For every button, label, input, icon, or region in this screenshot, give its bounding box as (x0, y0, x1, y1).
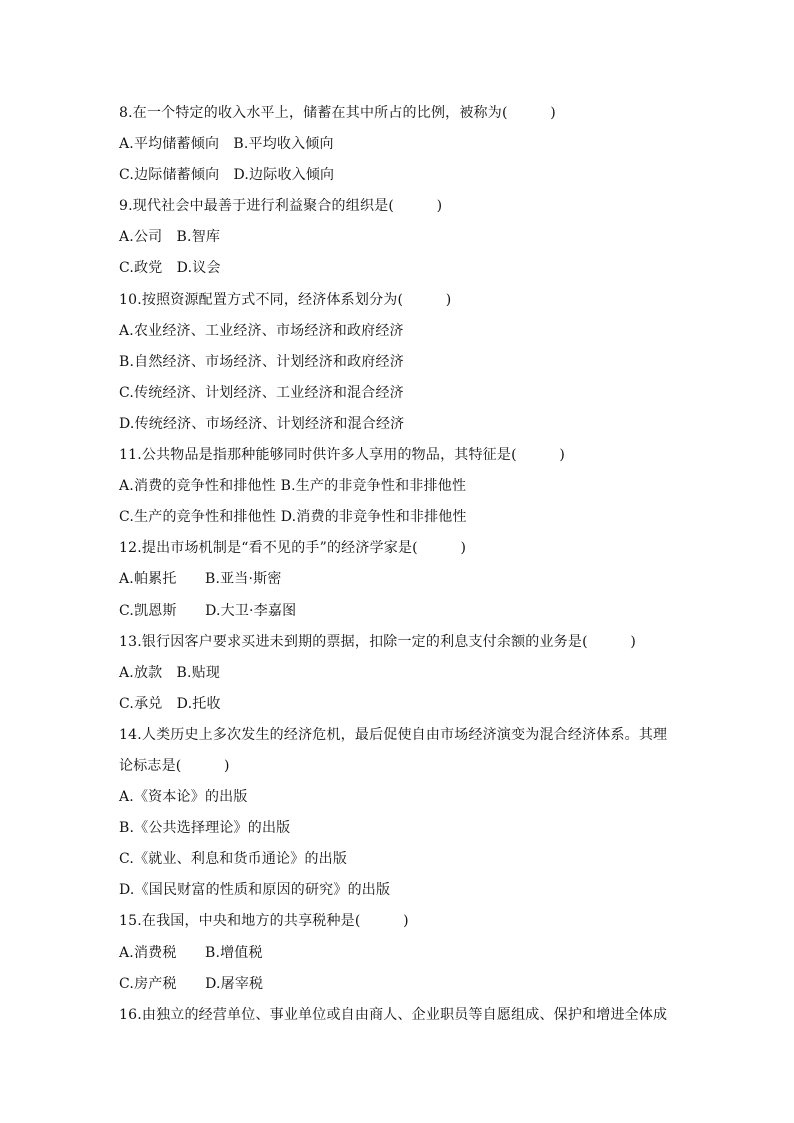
question-10-option-c: C.传统经济、计划经济、工业经济和混合经济 (119, 384, 404, 401)
question-16-stem: 16.由独立的经营单位、事业单位或自由商人、企业职员等自愿组成、保护和增进全体成 (119, 1006, 668, 1023)
question-10-option-d: D.传统经济、市场经济、计划经济和混合经济 (119, 415, 405, 432)
question-9-stem: 9.现代社会中最善于进行利益聚合的组织是( ) (119, 198, 443, 215)
question-15-options-ab: A.消费税 B.增值税 (119, 944, 263, 961)
question-8-options-cd: C.边际储蓄倾向 D.边际收入倾向 (119, 167, 335, 184)
question-14-option-a: A.《资本论》的出版 (119, 789, 248, 806)
question-14-stem-continued: 论标志是( ) (119, 757, 230, 774)
question-12-options-ab: A.帕累托 B.亚当·斯密 (119, 571, 282, 588)
question-15-options-cd: C.房产税 D.屠宰税 (119, 975, 264, 992)
question-14-option-c: C.《就业、利息和货币通论》的出版 (119, 851, 348, 868)
question-11-options-ab: A.消费的竞争性和排他性 B.生产的非竞争性和非排他性 (119, 478, 467, 495)
question-10-stem: 10.按照资源配置方式不同，经济体系划分为( ) (119, 291, 452, 308)
document-page (119, 98, 679, 1031)
question-13-stem: 13.银行因客户要求买进未到期的票据，扣除一定的利息支付余额的业务是( ) (119, 633, 636, 650)
question-11-stem: 11.公共物品是指那种能够同时供许多人享用的物品，其特征是( ) (119, 447, 565, 464)
question-11-options-cd: C.生产的竞争性和排他性 D.消费的非竞争性和非排他性 (119, 509, 467, 526)
question-8-options-ab: A.平均储蓄倾向 B.平均收入倾向 (119, 136, 334, 153)
question-9-options-ab: A.公司 B.智库 (119, 229, 221, 246)
question-14-option-d: D.《国民财富的性质和原因的研究》的出版 (119, 882, 391, 899)
question-14-option-b: B.《公共选择理论》的出版 (119, 820, 291, 837)
question-14-stem: 14.人类历史上多次发生的经济危机，最后促使自由市场经济演变为混合经济体系。其理 (119, 726, 668, 743)
question-15-stem: 15.在我国，中央和地方的共享税种是( ) (119, 913, 409, 930)
question-8-stem: 8.在一个特定的收入水平上，储蓄在其中所占的比例，被称为( ) (119, 105, 556, 121)
question-12-stem: 12.提出市场机制是“看不见的手”的经济学家是( ) (119, 540, 467, 557)
question-9-options-cd: C.政党 D.议会 (119, 260, 221, 277)
question-13-options-cd: C.承兑 D.托收 (119, 695, 221, 712)
question-13-options-ab: A.放款 B.贴现 (119, 664, 221, 681)
question-12-options-cd: C.凯恩斯 D.大卫·李嘉图 (119, 602, 297, 619)
question-10-option-a: A.农业经济、工业经济、市场经济和政府经济 (119, 322, 404, 339)
question-10-option-b: B.自然经济、市场经济、计划经济和政府经济 (119, 353, 404, 370)
